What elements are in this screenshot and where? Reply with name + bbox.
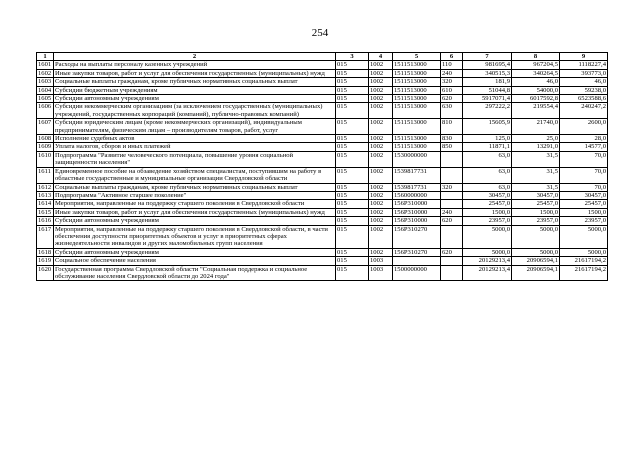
expense-type-code: 810 — [441, 119, 463, 135]
table-row — [37, 95, 608, 103]
ministry-code: 015 — [336, 208, 369, 216]
amount-year-2: 30457,0 — [512, 191, 560, 199]
target-article-code: 1511513000 — [393, 86, 441, 94]
ministry-code: 015 — [336, 265, 369, 281]
row-number: 1607 — [37, 119, 54, 135]
amount-year-2: 21740,0 — [512, 119, 560, 135]
ministry-code: 015 — [336, 78, 369, 86]
section-code: 1002 — [369, 103, 393, 119]
section-code: 1002 — [369, 86, 393, 94]
section-code: 1002 — [369, 95, 393, 103]
table-row — [37, 86, 608, 94]
ministry-code: 015 — [336, 95, 369, 103]
target-article-code: 1539817731 — [393, 183, 441, 191]
amount-year-3: 1118227,4 — [560, 61, 608, 69]
table-row — [37, 208, 608, 216]
row-number: 1614 — [37, 200, 54, 208]
amount-year-2: 1500,0 — [512, 208, 560, 216]
target-article-code: 1511513000 — [393, 135, 441, 143]
expense-type-code: 620 — [441, 95, 463, 103]
amount-year-1: 63,0 — [463, 183, 512, 191]
table-row — [37, 61, 608, 69]
row-description: Мероприятия, направленные на поддержку старшего поколения в Свердловской области — [54, 200, 336, 208]
expense-type-code: 850 — [441, 143, 463, 151]
ministry-code: 015 — [336, 143, 369, 151]
amount-year-1: 20129213,4 — [463, 265, 512, 281]
amount-year-2: 13291,0 — [512, 143, 560, 151]
row-number: 1618 — [37, 248, 54, 256]
expense-type-code: 240 — [441, 208, 463, 216]
row-number: 1609 — [37, 143, 54, 151]
expense-type-code: 620 — [441, 217, 463, 225]
target-article-code: 1511513000 — [393, 61, 441, 69]
amount-year-3: 70,0 — [560, 183, 608, 191]
target-article-code: 1539817731 — [393, 167, 441, 183]
table-row — [37, 78, 608, 86]
ministry-code: 015 — [336, 257, 369, 265]
row-description: Подпрограмма "Активное старшее поколение" — [54, 191, 336, 199]
amount-year-3: 70,0 — [560, 151, 608, 167]
header-cell: 9 — [560, 53, 608, 61]
amount-year-1: 20129213,4 — [463, 257, 512, 265]
section-code: 1002 — [369, 78, 393, 86]
amount-year-1: 63,0 — [463, 151, 512, 167]
table-row — [37, 143, 608, 151]
row-number: 1608 — [37, 135, 54, 143]
expense-type-code: 620 — [441, 248, 463, 256]
row-description: Социальное обеспечение населения — [54, 257, 336, 265]
amount-year-3: 393773,0 — [560, 69, 608, 77]
row-number: 1617 — [37, 225, 54, 248]
header-cell: 6 — [441, 53, 463, 61]
header-cell: 3 — [336, 53, 369, 61]
table-row — [37, 265, 608, 281]
row-number: 1616 — [37, 217, 54, 225]
row-description: Уплата налогов, сборов и иных платежей — [54, 143, 336, 151]
row-number: 1606 — [37, 103, 54, 119]
target-article-code: 1560000000 — [393, 191, 441, 199]
ministry-code: 015 — [336, 183, 369, 191]
amount-year-2: 6017592,8 — [512, 95, 560, 103]
section-code: 1002 — [369, 191, 393, 199]
target-article-code: 156P310000 — [393, 208, 441, 216]
amount-year-1: 25457,0 — [463, 200, 512, 208]
expense-type-code — [441, 265, 463, 281]
amount-year-1: 981695,4 — [463, 61, 512, 69]
expense-type-code — [441, 151, 463, 167]
target-article-code: 1511513000 — [393, 78, 441, 86]
amount-year-3: 25457,0 — [560, 200, 608, 208]
amount-year-3: 240247,2 — [560, 103, 608, 119]
target-article-code: 1511513000 — [393, 103, 441, 119]
table-row — [37, 225, 608, 248]
amount-year-1: 125,0 — [463, 135, 512, 143]
row-description: Социальные выплаты гражданам, кроме публичных нормативных социальных выплат — [54, 78, 336, 86]
target-article-code: 156P310270 — [393, 248, 441, 256]
expense-type-code: 610 — [441, 86, 463, 94]
ministry-code: 015 — [336, 61, 369, 69]
amount-year-2: 25457,0 — [512, 200, 560, 208]
row-number: 1610 — [37, 151, 54, 167]
amount-year-1: 51044,8 — [463, 86, 512, 94]
amount-year-1: 30457,0 — [463, 191, 512, 199]
amount-year-1: 297222,2 — [463, 103, 512, 119]
row-description: Субсидии автономным учреждениям — [54, 217, 336, 225]
amount-year-3: 21617194,2 — [560, 257, 608, 265]
row-description: Государственная программа Свердловской области "Социальная поддержка и социальное обслуживание населения Свердловской области до 2024 года" — [54, 265, 336, 281]
header-cell: 5 — [393, 53, 441, 61]
section-code: 1002 — [369, 248, 393, 256]
row-number: 1613 — [37, 191, 54, 199]
section-code: 1002 — [369, 119, 393, 135]
amount-year-1: 1500,0 — [463, 208, 512, 216]
target-article-code: 1511513000 — [393, 69, 441, 77]
amount-year-3: 1500,0 — [560, 208, 608, 216]
row-description: Субсидии автономным учреждениям — [54, 95, 336, 103]
row-number: 1612 — [37, 183, 54, 191]
section-code: 1002 — [369, 208, 393, 216]
amount-year-3: 70,0 — [560, 167, 608, 183]
ministry-code: 015 — [336, 200, 369, 208]
expense-type-code: 240 — [441, 69, 463, 77]
section-code: 1002 — [369, 61, 393, 69]
row-number: 1601 — [37, 61, 54, 69]
table-row — [37, 257, 608, 265]
target-article-code: 1511513000 — [393, 95, 441, 103]
budget-table — [36, 52, 608, 281]
row-number: 1604 — [37, 86, 54, 94]
row-description: Мероприятия, направленные на поддержку старшего поколения в Свердловской области, в части обеспечения доступности приоритетных объектов и услуг в приоритетных сферах жизнедеятельности инвалидов и других маломобильных групп населения — [54, 225, 336, 248]
header-row — [37, 53, 608, 61]
row-description: Единовременное пособие на обзаведение хозяйством специалистам, поступившим на работу в областные государственные и муниципальные организации Свердловской области — [54, 167, 336, 183]
expense-type-code: 110 — [441, 61, 463, 69]
section-code: 1002 — [369, 200, 393, 208]
amount-year-2: 31,5 — [512, 167, 560, 183]
amount-year-2: 31,5 — [512, 151, 560, 167]
table-row — [37, 217, 608, 225]
amount-year-3: 14577,0 — [560, 143, 608, 151]
amount-year-1: 340515,3 — [463, 69, 512, 77]
section-code: 1003 — [369, 265, 393, 281]
section-code: 1002 — [369, 167, 393, 183]
ministry-code: 015 — [336, 191, 369, 199]
amount-year-1: 23957,0 — [463, 217, 512, 225]
expense-type-code — [441, 225, 463, 248]
expense-type-code: 630 — [441, 103, 463, 119]
header-cell: 8 — [512, 53, 560, 61]
row-description: Расходы на выплаты персоналу казенных учреждений — [54, 61, 336, 69]
amount-year-3: 30457,0 — [560, 191, 608, 199]
target-article-code: 156P310270 — [393, 225, 441, 248]
target-article-code: 1511513000 — [393, 143, 441, 151]
row-description: Субсидии автономным учреждениям — [54, 248, 336, 256]
target-article-code: 156P310000 — [393, 217, 441, 225]
target-article-code: 1530000000 — [393, 151, 441, 167]
ministry-code: 015 — [336, 86, 369, 94]
amount-year-3: 46,0 — [560, 78, 608, 86]
ministry-code: 015 — [336, 225, 369, 248]
expense-type-code: 320 — [441, 78, 463, 86]
amount-year-3: 21617194,2 — [560, 265, 608, 281]
amount-year-1: 63,0 — [463, 167, 512, 183]
page-number: 254 — [311, 27, 329, 39]
table-row — [37, 191, 608, 199]
amount-year-1: 11871,1 — [463, 143, 512, 151]
target-article-code: 156P310000 — [393, 200, 441, 208]
section-code: 1003 — [369, 257, 393, 265]
section-code: 1002 — [369, 135, 393, 143]
table-row — [37, 183, 608, 191]
row-description: Субсидии некоммерческим организациям (за исключением государственных (муниципальных) учреждений, государственных корпораций (компаний), публично-правовых компаний) — [54, 103, 336, 119]
section-code: 1002 — [369, 69, 393, 77]
target-article-code: 1500000000 — [393, 265, 441, 281]
amount-year-2: 5000,0 — [512, 225, 560, 248]
amount-year-2: 340264,5 — [512, 69, 560, 77]
amount-year-3: 23957,0 — [560, 217, 608, 225]
row-description: Подпрограмма "Развитие человеческого потенциала, повышение уровня социальной защищенности населения" — [54, 151, 336, 167]
ministry-code: 015 — [336, 248, 369, 256]
section-code: 1002 — [369, 151, 393, 167]
table-row — [37, 200, 608, 208]
amount-year-1: 15605,9 — [463, 119, 512, 135]
ministry-code: 015 — [336, 69, 369, 77]
row-number: 1620 — [37, 265, 54, 281]
header-cell: 4 — [369, 53, 393, 61]
ministry-code: 015 — [336, 119, 369, 135]
amount-year-1: 5000,0 — [463, 225, 512, 248]
header-cell: 7 — [463, 53, 512, 61]
amount-year-3: 6523588,6 — [560, 95, 608, 103]
section-code: 1002 — [369, 143, 393, 151]
ministry-code: 015 — [336, 103, 369, 119]
row-number: 1611 — [37, 167, 54, 183]
row-number: 1605 — [37, 95, 54, 103]
row-description: Социальные выплаты гражданам, кроме публичных нормативных социальных выплат — [54, 183, 336, 191]
table-row — [37, 103, 608, 119]
target-article-code: 1511513000 — [393, 119, 441, 135]
row-number: 1602 — [37, 69, 54, 77]
amount-year-2: 20906594,1 — [512, 257, 560, 265]
target-article-code — [393, 257, 441, 265]
ministry-code: 015 — [336, 135, 369, 143]
header-cell: 2 — [54, 53, 336, 61]
amount-year-2: 5000,0 — [512, 248, 560, 256]
row-description: Исполнение судебных актов — [54, 135, 336, 143]
row-number: 1619 — [37, 257, 54, 265]
row-description: Субсидии юридическим лицам (кроме некоммерческих организаций), индивидуальным предпринимателям, физическим лицам – производителям товаров, работ, услуг — [54, 119, 336, 135]
amount-year-2: 967204,5 — [512, 61, 560, 69]
expense-type-code — [441, 167, 463, 183]
ministry-code: 015 — [336, 151, 369, 167]
amount-year-3: 59238,0 — [560, 86, 608, 94]
ministry-code: 015 — [336, 167, 369, 183]
ministry-code: 015 — [336, 217, 369, 225]
table-row — [37, 69, 608, 77]
row-number: 1615 — [37, 208, 54, 216]
expense-type-code — [441, 257, 463, 265]
amount-year-2: 20906594,1 — [512, 265, 560, 281]
table-row — [37, 119, 608, 135]
amount-year-3: 5000,0 — [560, 248, 608, 256]
header-cell: 1 — [37, 53, 54, 61]
row-description: Иные закупки товаров, работ и услуг для обеспечения государственных (муниципальных) нужд — [54, 208, 336, 216]
section-code: 1002 — [369, 183, 393, 191]
amount-year-2: 219554,4 — [512, 103, 560, 119]
expense-type-code: 830 — [441, 135, 463, 143]
table-row — [37, 135, 608, 143]
amount-year-2: 25,0 — [512, 135, 560, 143]
amount-year-2: 46,0 — [512, 78, 560, 86]
amount-year-1: 5000,0 — [463, 248, 512, 256]
amount-year-1: 181,9 — [463, 78, 512, 86]
amount-year-3: 5000,0 — [560, 225, 608, 248]
amount-year-1: 5917071,4 — [463, 95, 512, 103]
section-code: 1002 — [369, 217, 393, 225]
table-row — [37, 167, 608, 183]
amount-year-3: 2600,0 — [560, 119, 608, 135]
expense-type-code — [441, 200, 463, 208]
amount-year-3: 28,0 — [560, 135, 608, 143]
amount-year-2: 54000,0 — [512, 86, 560, 94]
expense-type-code: 320 — [441, 183, 463, 191]
row-description: Иные закупки товаров, работ и услуг для обеспечения государственных (муниципальных) нужд — [54, 69, 336, 77]
section-code: 1002 — [369, 225, 393, 248]
row-number: 1603 — [37, 78, 54, 86]
amount-year-2: 31,5 — [512, 183, 560, 191]
row-description: Субсидии бюджетным учреждениям — [54, 86, 336, 94]
table-row — [37, 151, 608, 167]
expense-type-code — [441, 191, 463, 199]
table-row — [37, 248, 608, 256]
amount-year-2: 23957,0 — [512, 217, 560, 225]
